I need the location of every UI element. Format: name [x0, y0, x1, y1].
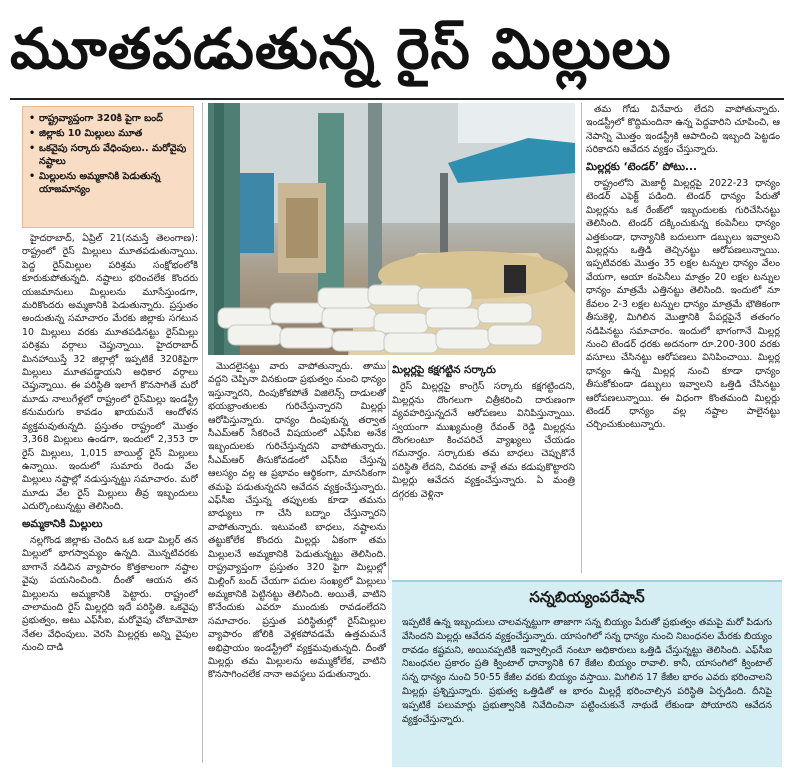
bullet-icon: •: [29, 143, 36, 154]
highlight-item: [29, 142, 187, 168]
box-text: ఇప్పటికే ఉన్న ఇబ్బందులు చాలవన్నట్టుగా తాజాగా సన్న బియ్యం పేరుతో ప్రభుత్వం తమపై మరో పిడుగు వేసిందని మిల్లర్లు ఆవేదన వ్యక్తంచేస్తున్నారు. యాసంగిలో సన్న ధాన్యం నుంచి నిబంధనల మేరకు బియ్యం రావడం కష్టమని, అయినప్పటికీ ఇవ్వాల్సిందే నంటూ అధికారులు ఒత్తిడి చేస్తున్నట్టు తెలిసింది. ఎఫ్‌సీఐ నిబంధనల ప్రకారం ప్రతి క్వింటాల్ ధాన్యానికి 67 కేజీల బియ్యం రావాలి. కానీ, యాసంగిలో క్వింటాల్ సన్న ధాన్యం నుంచి 50-55 కేజీల వరకు బియ్యం వస్తాయి. మిగిలిన 17 కేజీల భారం ఎవరు భరించాలని మిల్లర్లు ప్రశ్నిస్తున్నారు. ప్రభుత్వ ఒత్తిడితో ఆ భారం మిల్లర్లే భరించాల్సిన పరిస్థితి ఏర్పడింది. దీనిపై ఇప్పటికే పలుమార్లు ప్రభుత్వానికి నివేదించినా పట్టించుకునే నాథుడే లేకుండా పోయారని ఆవేదన వ్యక్తంచేస్తున్నారు.: [402, 617, 772, 725]
column-divider: [388, 360, 389, 580]
highlight-text: ఒకవైపు సర్కారు వేధింపులు.. మరోవైపు నష్టాలు: [39, 143, 187, 167]
highlights-box: [22, 106, 194, 228]
headline: మూతపడుతున్న రైస్ మిల్లులు: [10, 17, 672, 82]
subheading: అమ్మకానికి మిల్లులు: [22, 517, 103, 530]
bullet-icon: •: [29, 128, 36, 139]
box-title: సన్నబియ్యంపరేషాన్: [529, 588, 645, 606]
highlight-item: [29, 127, 187, 140]
bullet-icon: •: [29, 171, 36, 182]
highlight-text: జిల్లాకు 10 మిల్లులు మూత: [39, 128, 143, 139]
paragraph: హైదరాబాద్, ఏప్రిల్ 21(నమస్తే తెలంగాణ): రాష్ట్రంలో రైస్ మిల్లులు మూతపడుతున్నాయి. పెద్ద రైస్‌మిల్లుల పరిశ్రమ సంక్షోభంలోకి కూరుకుపోతున్నది. నష్టాలు భరించలేక కొందరు యజమానులు మిల్లులను మూసేస్తుండగా, మరికొందరు అమ్మకానికి పెడుతున్నారు. ప్రస్తుతం అందుతున్న సమాచారం మేరకు జిల్లాకు సగటున 10 మిల్లులు వరకు మూతపడినట్టు రైస్‌మిల్లు పరిశ్రమ వర్గాలు చెప్తున్నాయి. హైదరాబాద్ మినహాయిస్తే 32 జిల్లాల్లో ఇప్పటికే 320కిపైగా మిల్లులు మూతపడ్డాయని అధికార వర్గాలు చెప్తున్నాయి. ఈ పరిస్థితి ఇలాగే కొనసాగితే మరో మూడు నాలుగేళ్లలో రాష్ట్రంలో రైస్‌మిల్లు ఇండస్ట్రీ కనుమరుగు కావడం ఖాయమనే ఆందోళన వ్యక్తమవుతున్నది. ప్రస్తుతం రాష్ట్రంలో మొత్తం 3,368 మిల్లులు ఉండగా, ఇందులో 2,353 రా రైస్ మిల్లులు, 1,015 బాయిల్డ్ రైస్ మిల్లులు ఉన్నాయి. ఇందులో సుమారు రెండు వేల మిల్లులు నష్టాల్లో నడుస్తున్నట్టు సమాచారం. మరో మూడు వేల రైస్ మిల్లులు తీవ్ర ఇబ్బందులు ఎదుర్కొంటున్నట్టు తెలిసింది.: [22, 233, 198, 513]
paragraph: నల్లగొండ జిల్లాకు చెందిన ఒక బడా మిల్లర్ తన మిల్లులో భాగస్వామ్యం ఉన్నది. మొన్నటివరకు బాగానే నడిచిన వ్యాపారం కొత్తకాలంగా నష్టాల వైపు పయనించింది. దీంతో ఆయన తన మిల్లులను అమ్మకానికి పెట్టారు. రాష్ట్రంలో చాలామంది రైస్ మిల్లర్లది ఇదే పరిస్థితి. ఒకవైపు ప్రభుత్వం, అటు ఎఫ్‌సీఐ, మరోవైపు చోటామోటా నేతల వేధింపులు. వెరసి మిల్లర్లకు అన్ని వైపుల నుంచి దాడి: [22, 534, 198, 654]
highlight-text: రాష్ట్రవ్యాప్తంగా 320కి పైగా బంద్: [39, 113, 163, 124]
paragraph: మొదలైనట్టు వారు వాపోతున్నారు. తాము వద్దని చెప్పినా వినకుండా ప్రభుత్వం నుంచి ధాన్యం ఇస్తున్నారని, దింపుకోకపోతే విజిలెన్స్ దాడులతో భయభ్రాంతులకు గురిచేస్తున్నారని మిల్లర్లు ఆరోపిస్తున్నారు. ధాన్యం దింపుకున్న తర్వాత సీఎమ్ఆర్ సేకరించే విషయంలో ఎఫ్‌సీఐ అనేక ఇబ్బందులకు గురిచేస్తున్నదని వాపోతున్నారు. సీఎమ్ఆర్ తీసుకోవడంలో ఎఫ్‌సీఐ చేస్తున్న ఆలస్యం వల్ల ఆ ప్రభావం ఆర్థికంగా, మానసికంగా తమపై పడుతున్నదని ఆవేదన వ్యక్తంచేస్తున్నారు. ఎఫ్‌సీఐ చేస్తున్న తప్పులకు కూడా తమను బాధ్యులు గా చేసి బద్నాం చేస్తున్నారని వాపోతున్నారు. ఇటువంటి బాధలు, నష్టాలను తట్టుకోలేక కొందరు మిల్లర్లు ఏకంగా తమ మిల్లులనే అమ్మకానికి పెడుతున్నట్టు తెలిసింది. రాష్ట్రవ్యాప్తంగా ప్రస్తుతం 320 పైగా మిల్లుల్లో మిల్లింగ్ బంద్ చేయగా పదుల సంఖ్యలో మిల్లులు అమ్మకానికి పెట్టినట్టు తెలిసింది. అయితే, వాటిని కొనేందుకు ఎవరూ ముందుకు రావడంలేదని సమాచారం. ప్రస్తుత పరిస్థితుల్లో రైస్‌మిల్లుల వ్యాపారం జోలికి వెళ్లకపోవడమే ఉత్తమమనే అభిప్రాయం ఇండస్ట్రీలో వ్యక్తమవుతున్నది. దీంతో మిల్లర్లు తమ మిల్లులను అమ్ముకోలేక, వాటిని కొనసాగించలేక నానా అవస్థలు పడుతున్నారు.: [208, 361, 386, 681]
rice-mill-photo: [208, 103, 575, 355]
article-column-4: [586, 103, 780, 565]
headline-rule: [10, 98, 784, 100]
highlight-text: మిల్లులను అమ్మకానికి పెడుతున్న యాజమాన్యం: [39, 171, 161, 195]
paragraph: రాష్ట్రంలోని మెజార్టీ మిల్లర్లపై 2022-23 ధాన్యం టెండర్ ఎఫెక్ట్ పడింది. టెండర్ ధాన్యం పేరుతో మిల్లర్లను ఒక రేంజ్‌లో ఇబ్బందులకు గురిచేసినట్టు తెలిసింది. టెండర్ దక్కించుకున్న కంపెనీలు ధాన్యం ఎత్తకుండా, ధాన్యానికి బదులుగా డబ్బులు ఇవ్వాలని మిల్లర్లను ఒత్తిడి తెచ్చినట్టు ఆరోపణలున్నాయి. ఇప్పటివరకు మొత్తం 35 లక్షల టన్నుల ధాన్యం వేలం వేయగా, ఆయా కంపెనీలు మాత్రం 20 లక్షల టన్నుల ధాన్యం మాత్రమే ఎత్తినట్టు తెలిసింది. ఇందులో నూ కేవలం 2-3 లక్షల టన్నుల ధాన్యం మాత్రమే భౌతికంగా తీసుకెళ్లి, మిగిలిన మొత్తానికి పేపర్లపైనే తతంగం నడిపినట్టు సమాచారం. ఇందులో భాగంగానే మిల్లర్ల నుంచి టెండర్ ధరకు అదనంగా రూ.200-300 వరకు వసూలు చేసినట్టు ఆరోపణలు వినిపించాయి. మిల్లర్ల ధాన్యం ఉన్న మిల్లర్ల నుంచి కూడా ధాన్యం తీసుకోకుండా డబ్బులు ఇవ్వాలని ఒత్తిడి చేసినట్టు ఆరోపణలున్నాయి. ఈ విధంగా కొంతమంది మిల్లర్లు టెండర్ ధాన్యం వల్ల నష్టాల పాలైనట్టు చర్చించుకుంటున్నారు.: [586, 178, 780, 431]
paragraph: తమ గోడు వినేవారు లేదని వాపోతున్నారు. ఇండస్ట్రీలో కొద్దిమందినా ఉన్న పెద్దవారిని చూపించి, ఆ నెపాన్ని మొత్తం ఇండస్ట్రీకి ఆపాదించి ఇబ్బంది పెట్టడం సరికాదని ఆవేదన వ్యక్తం చేస్తున్నారు.: [586, 104, 780, 156]
subheading: మిల్లర్లకు ‘టెండర్’ పోటు...: [586, 160, 698, 173]
article-column-3: [392, 360, 575, 583]
paragraph: రైస్ మిల్లర్లపై కాంగ్రెస్ సర్కారు కక్షగట్టిందని, మిల్లర్లను దొంగలుగా చిత్రీకరించి దారుణంగా వ్యవహరిస్తున్నదనే ఆరోపణలు వినిపిస్తున్నాయి. స్వయంగా ముఖ్యమంత్రి రేవంత్ రెడ్డి మిల్లర్లను దొంగలంటూ కించపరిచే వ్యాఖ్యలు చేయడం గమనార్హం. సర్కారుకు తమ బాధలు చెప్పుకొనే పరిస్థితి లేదని, చివరకు వాళ్లే తమ కడుపుకొట్టారని మిల్లర్లు ఆవేదన వ్యక్తంచేస్తున్నారు. ఏ మంత్రి దగ్గరకు వెళ్లినా: [392, 381, 575, 500]
rice-mill-illustration: [208, 103, 575, 355]
highlight-item: [29, 112, 187, 125]
subheading: మిల్లర్లపై కక్షగట్టిన సర్కారు: [392, 364, 496, 376]
highlight-item: [29, 170, 187, 196]
sanna-biyyam-box: [392, 580, 782, 767]
article-column-2: [208, 360, 386, 765]
column-divider: [202, 103, 203, 763]
bullet-icon: •: [29, 113, 36, 124]
article-column-1: [22, 232, 198, 764]
column-divider: [581, 103, 582, 573]
